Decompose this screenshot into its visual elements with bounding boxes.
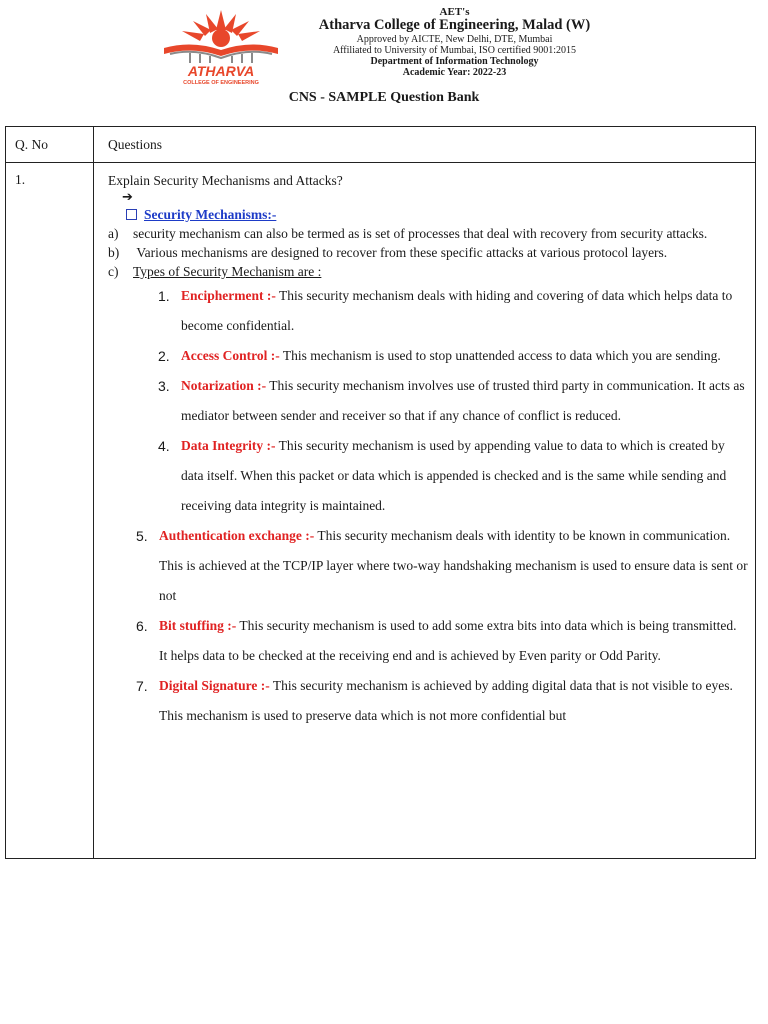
mechanism-term: Digital Signature :- [159,678,270,693]
item-number: 7. [136,678,148,694]
list-marker: c) [108,264,119,279]
question-number: 1. [15,172,26,187]
table-row [6,163,756,859]
academic-year: Academic Year: 2022-23 [402,67,507,79]
list-item [108,225,754,243]
approval-line: Approved by AICTE, New Delhi, DTE, Mumbai [356,34,553,46]
list-text: Various mechanisms are designed to recover from these specific attacks at various protocol layers. [133,245,668,260]
mechanism-term: Authentication exchange :- [159,528,315,543]
mechanism-description: This security mechanism is used by appending value to data to which is created by data itself. When this packet or data which is appended is checked and is the same while sending and receiving data integrity is maintained. [181,438,727,513]
list-text: security mechanism can also be termed as is set of processes that deal with recovery from security attacks. [133,226,708,241]
mechanism-item [158,431,754,521]
department-line: Department of Information Technology [370,56,539,68]
section-heading [126,206,754,224]
mechanism-term: Notarization :- [181,378,267,393]
mechanism-term: Access Control :- [181,348,280,363]
mechanism-description: This security mechanism is achieved by adding digital data that is not visible to eyes. This mechanism is used to preserve data which is not more confidential but [159,678,733,723]
mechanism-term: Encipherment :- [181,288,276,303]
logo-word: ATHARVA [187,63,255,79]
atharva-logo-icon [160,8,282,86]
mechanism-term: Bit stuffing :- [159,618,237,633]
college-header [0,0,768,88]
item-number: 1. [158,288,170,304]
arrow-right-icon: ➔ [122,190,133,205]
question-table [5,126,756,859]
table-header-row [6,127,756,163]
logo-subtitle: COLLEGE OF ENGINEERING [183,80,259,86]
mechanism-item [158,341,754,371]
header-questions: Questions [94,127,756,163]
item-number: 4. [158,438,170,454]
college-logo [160,8,282,86]
item-number: 2. [158,348,170,364]
mechanism-description: This security mechanism deals with hiding and covering of data which helps data to become confidential. [181,288,733,333]
mechanism-description: This mechanism is used to stop unattended access to data which you are sending. [279,348,721,363]
aets-label: AET's [439,6,470,18]
item-number: 6. [136,618,148,634]
mechanism-term: Data Integrity :- [181,438,276,453]
mechanism-item [136,611,754,671]
list-marker: a) [108,226,119,241]
list-item [108,263,754,281]
list-item [108,244,754,262]
mechanism-item [158,281,754,341]
mechanism-description: This security mechanism is used to add some extra bits into data which is being transmitted. It helps data to be checked at the receiving end and is achieved by Even parity or Odd Parity. [159,618,737,663]
mechanism-item [136,671,754,731]
mechanism-item [136,521,754,611]
college-name: Atharva College of Engineering, Malad (W) [318,17,591,34]
question-number-cell [6,163,94,859]
mechanism-item [158,371,754,431]
item-number: 3. [158,378,170,394]
item-number: 5. [136,528,148,544]
mechanism-description: This security mechanism involves use of trusted third party in communication. It acts as mediator between sender and receiver so that if any chance of conflict is reduced. [181,378,745,423]
header-qno: Q. No [6,127,94,163]
question-text: Explain Security Mechanisms and Attacks? [108,173,343,188]
affiliation-line: Affiliated to University of Mumbai, ISO certified 9001:2015 [332,45,577,57]
question-content-cell [94,163,756,859]
mechanism-description: This security mechanism deals with identity to be known in communication. This is achieved at the TCP/IP layer where two-way handshaking mechanism is used to ensure data is sent or not [159,528,748,603]
college-details [282,6,627,78]
list-marker: b) [108,245,120,260]
section-title-link[interactable]: Security Mechanisms:- [144,207,277,222]
list-text: Types of Security Mechanism are : [133,264,322,279]
checkbox-square-icon [126,209,137,220]
document-title: CNS - SAMPLE Question Bank [288,90,480,105]
